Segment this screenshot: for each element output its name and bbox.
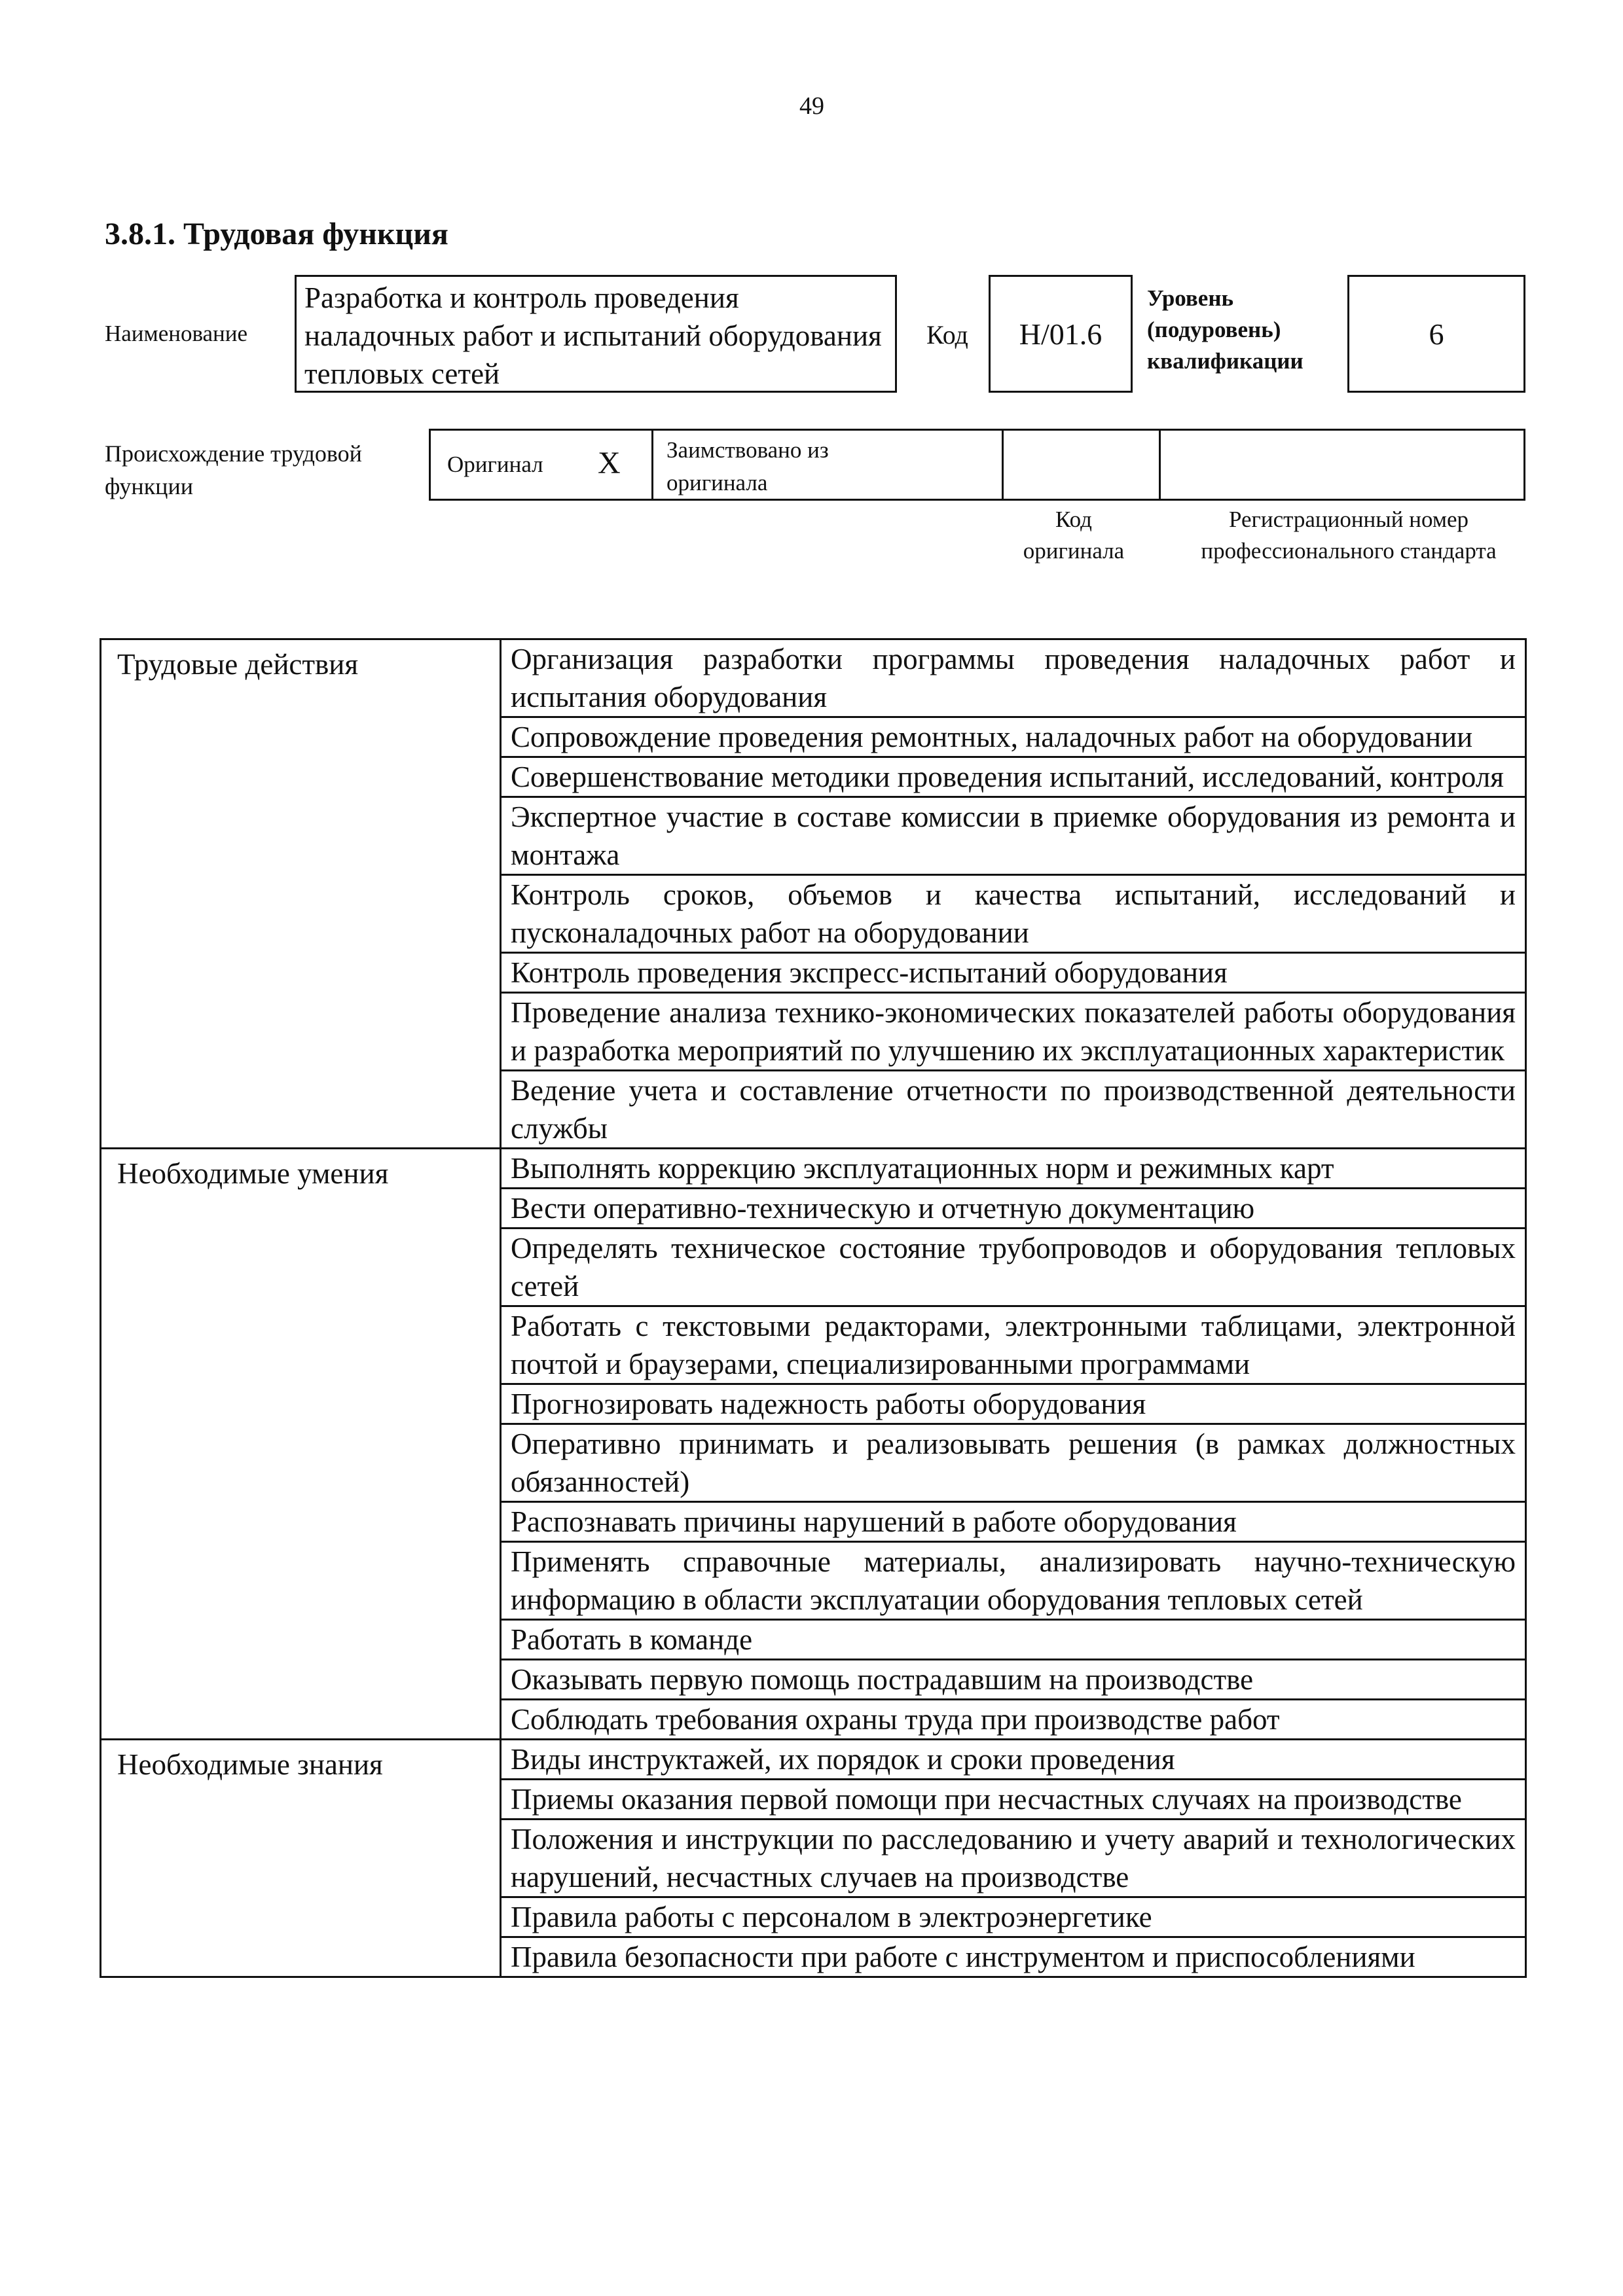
original-cell [431,431,653,499]
reg-number-caption [1172,504,1525,567]
table-row [101,639,1526,717]
section-title: 3.8.1. Трудовая функция [105,217,448,251]
category-cell [101,1149,501,1740]
page-number: 49 [799,92,824,120]
borrowed-cell [653,431,1004,499]
item-cell: Прогнозировать надежность работы оборудования [501,1384,1526,1424]
original-mark: X [598,446,621,480]
item-cell: Оказывать первую помощь пострадавшим на производстве [501,1660,1526,1700]
category-cell [101,639,501,1149]
category-label: Необходимые умения [117,1157,389,1190]
level-label [1147,283,1324,377]
origin-label-text: Происхождение трудовой функции [105,440,362,499]
category-label: Необходимые знания [117,1748,383,1781]
function-table [100,638,1527,1978]
item-cell: Выполнять коррекцию эксплуатационных норм и режимных карт [501,1149,1526,1189]
item-cell: Экспертное участие в составе комиссии в приемке оборудования из ремонта и монтажа [501,797,1526,875]
item-cell: Контроль сроков, объемов и качества испытаний, исследований и пусконаладочных работ на оборудовании [501,875,1526,953]
level-value-box: 6 [1347,275,1525,393]
name-label: Наименование [105,321,248,346]
item-cell: Определять техническое состояние трубопроводов и оборудования тепловых сетей [501,1229,1526,1306]
origin-label [105,437,426,503]
item-cell: Виды инструктажей, их порядок и сроки проведения [501,1740,1526,1780]
code-original-caption-text: Код оригинала [1023,507,1125,564]
category-label: Трудовые действия [117,648,359,681]
level-label-text: Уровень (подуровень) квалификации [1147,285,1304,374]
origin-row [429,429,1525,501]
table-row [101,1149,1526,1189]
item-cell: Совершенствование методики проведения испытаний, исследований, контроля [501,757,1526,797]
borrowed-label: Заимствовано из оригинала [666,437,829,495]
item-cell: Распознавать причины нарушений в работе оборудования [501,1502,1526,1542]
item-cell: Соблюдать требования охраны труда при производстве работ [501,1700,1526,1740]
function-table-body [101,639,1526,1977]
table-row [101,1740,1526,1780]
category-cell [101,1740,501,1977]
item-cell: Приемы оказания первой помощи при несчастных случаях на производстве [501,1780,1526,1820]
item-cell: Работать с текстовыми редакторами, электронными таблицами, электронной почтой и браузерами, специализированными программами [501,1306,1526,1384]
code-value-box: H/01.6 [989,275,1133,393]
item-cell: Оперативно принимать и реализовывать решения (в рамках должностных обязанностей) [501,1424,1526,1502]
item-cell: Применять справочные материалы, анализировать научно-техническую информацию в области эксплуатации оборудования тепловых сетей [501,1542,1526,1620]
code-original-cell [1004,431,1161,499]
original-label: Оригинал [447,452,543,477]
item-cell: Ведение учета и составление отчетности по производственной деятельности службы [501,1071,1526,1149]
code-original-caption [995,504,1152,567]
item-cell: Организация разработки программы проведения наладочных работ и испытания оборудования [501,639,1526,717]
reg-number-caption-text: Регистрационный номер профессионального стандарта [1201,507,1497,564]
reg-number-cell [1161,431,1523,499]
item-cell: Проведение анализа технико-экономических показателей работы оборудования и разработка мероприятий по улучшению их эксплуатационных характеристик [501,993,1526,1071]
item-cell: Вести оперативно-техническую и отчетную документацию [501,1189,1526,1229]
item-cell: Правила безопасности при работе с инструментом и приспособлениями [501,1937,1526,1977]
function-name-box: Разработка и контроль проведения наладочных работ и испытаний оборудования тепловых сетей [295,275,897,393]
item-cell: Контроль проведения экспресс-испытаний оборудования [501,953,1526,993]
item-cell: Правила работы с персоналом в электроэнергетике [501,1897,1526,1937]
code-label: Код [926,320,968,350]
item-cell: Положения и инструкции по расследованию и учету аварий и технологических нарушений, несчастных случаев на производстве [501,1820,1526,1897]
item-cell: Работать в команде [501,1620,1526,1660]
item-cell: Сопровождение проведения ремонтных, наладочных работ на оборудовании [501,717,1526,757]
